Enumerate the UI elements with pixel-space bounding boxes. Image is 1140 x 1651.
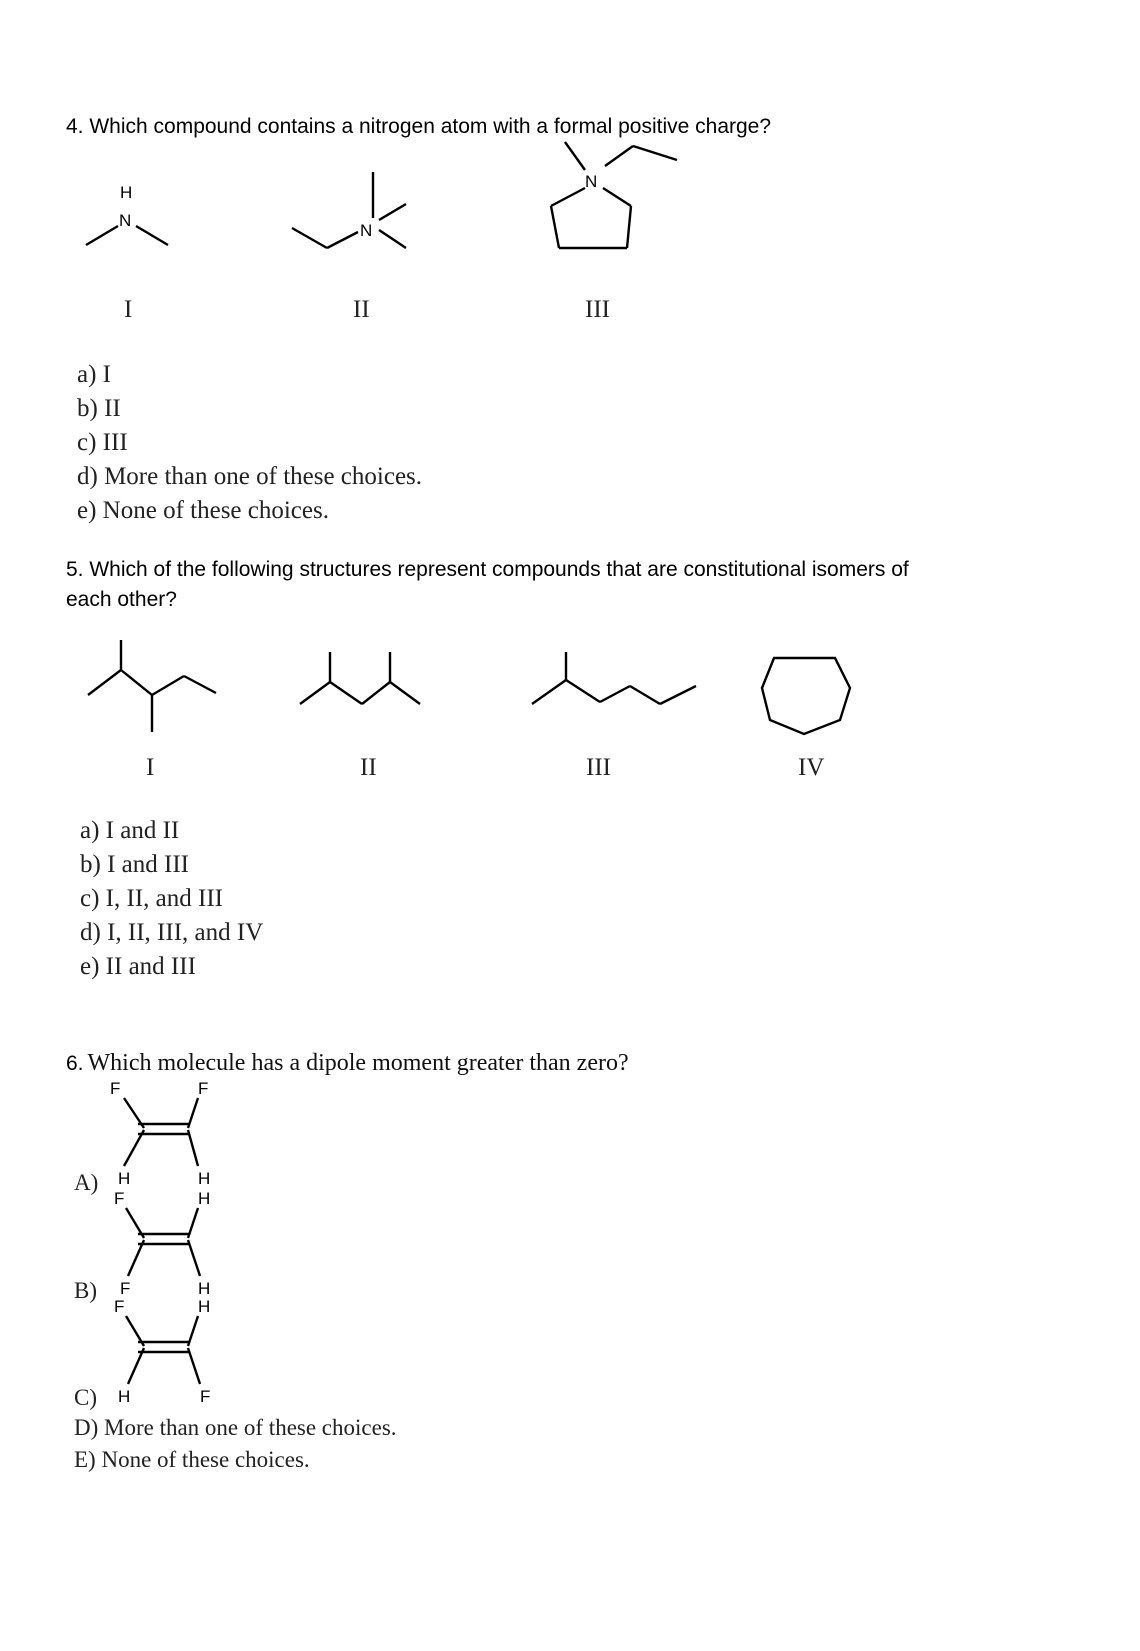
q4-label-2: II xyxy=(353,296,370,323)
q6-c-top-right: H xyxy=(198,1297,211,1316)
q4-s1-n: N xyxy=(119,211,132,230)
q6-molecule-a xyxy=(100,1078,230,1198)
q6-letter-c: C) xyxy=(74,1385,97,1410)
q5-structure-1 xyxy=(88,640,248,750)
q5-structure-3 xyxy=(532,652,712,732)
q4-label-1: I xyxy=(124,296,133,323)
q6-letter-a: A) xyxy=(74,1170,99,1195)
q5-option-b[interactable]: b) I and III xyxy=(80,851,189,878)
q5-structure-4 xyxy=(760,650,870,750)
q5-prompt xyxy=(66,555,909,615)
q4-structure-1 xyxy=(80,180,200,270)
q5-label-4: IV xyxy=(798,754,825,781)
q5-label-1: I xyxy=(146,754,155,781)
q4-structure-3 xyxy=(545,130,725,270)
q4-option-d[interactable]: d) More than one of these choices. xyxy=(77,463,423,490)
q6-prompt-text: Which molecule has a dipole moment greater than zero? xyxy=(87,1050,629,1076)
q6-molecule-c xyxy=(100,1296,230,1416)
q5-prompt-line1: 5. Which of the following structures represent compounds that are constitutional isomers of xyxy=(66,558,909,581)
q6-a-top-left: F xyxy=(110,1079,121,1098)
q4-option-b[interactable]: b) II xyxy=(77,395,121,422)
q5-option-a[interactable]: a) I and II xyxy=(80,817,180,844)
q4-s2-n: N xyxy=(360,221,373,240)
q5-option-c[interactable]: c) I, II, and III xyxy=(80,885,223,912)
q4-option-c[interactable]: c) III xyxy=(77,429,128,456)
q6-c-bottom-left: H xyxy=(118,1387,131,1406)
q5-structure-2 xyxy=(300,652,450,732)
q5-options xyxy=(80,814,263,984)
q4-label-3: III xyxy=(585,296,610,323)
q6-a-top-right: F xyxy=(198,1079,209,1098)
q5-label-3: III xyxy=(586,754,611,781)
q4-s1-h: H xyxy=(120,183,133,202)
q6-number: 6. xyxy=(66,1052,84,1075)
q6-c-top-left: F xyxy=(114,1297,125,1316)
q4-prompt: 4. Which compound contains a nitrogen atom with a formal positive charge? xyxy=(66,115,772,138)
q6-letter-b: B) xyxy=(74,1278,97,1303)
q4-s3-n: N xyxy=(585,172,598,191)
q4-structure-2 xyxy=(290,172,450,272)
q4-options xyxy=(77,358,422,528)
q6-option-e[interactable]: E) None of these choices. xyxy=(74,1447,310,1472)
q6-a-bottom-left: H xyxy=(118,1169,131,1188)
q6-a-bottom-right: H xyxy=(198,1169,211,1188)
q6-molecule-b xyxy=(100,1188,230,1308)
q5-prompt-line2: each other? xyxy=(66,588,177,611)
q4-option-a[interactable]: a) I xyxy=(77,361,111,388)
q6-options xyxy=(74,1412,397,1476)
q6-b-bottom-right: H xyxy=(198,1279,211,1298)
q6-b-top-right: H xyxy=(198,1189,211,1208)
q4-option-e[interactable]: e) None of these choices. xyxy=(77,497,329,524)
q6-b-bottom-left: F xyxy=(120,1279,131,1298)
q5-option-e[interactable]: e) II and III xyxy=(80,953,196,980)
q5-label-2: II xyxy=(360,754,377,781)
q6-option-d[interactable]: D) More than one of these choices. xyxy=(74,1415,397,1440)
q5-option-d[interactable]: d) I, II, III, and IV xyxy=(80,919,264,946)
q6-prompt xyxy=(66,1050,629,1077)
q6-b-top-left: F xyxy=(114,1189,125,1208)
q6-c-bottom-right: F xyxy=(200,1387,211,1406)
